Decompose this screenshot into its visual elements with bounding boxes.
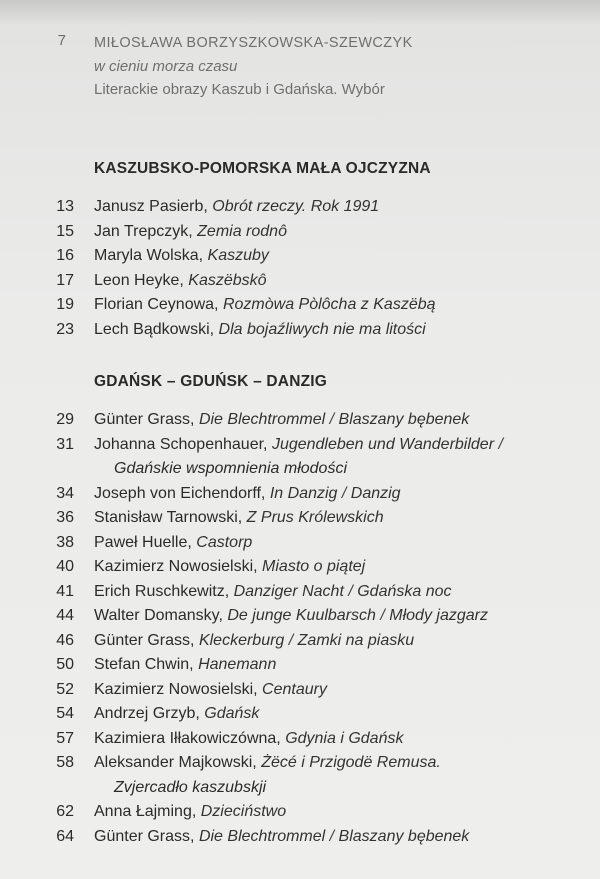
toc-entry-text: [94, 580, 600, 605]
section-heading-gdansk: GDAŃSK – GDUŃSK – DANZIG: [94, 373, 328, 390]
toc-title-translation: Młody jazgarz: [389, 607, 488, 624]
toc-page-number: 46: [56, 631, 74, 649]
toc-title-continuation: Gdańskie wspomnienia młodości: [114, 460, 347, 477]
toc-title: Żëcé i Przigodë Remusa.: [261, 754, 441, 771]
toc-page-number: 15: [56, 222, 74, 240]
toc-entry: [0, 433, 600, 482]
toc-author: Kazimiera Iłłakowiczówna,: [94, 729, 281, 747]
toc-author: Anna Łajming,: [94, 803, 197, 820]
toc-author: Leon Heyke,: [94, 271, 184, 289]
toc-author: Kazimierz Nowosielski,: [94, 558, 258, 575]
toc-entry-text: [94, 629, 600, 654]
toc-entry-text: [94, 269, 600, 294]
toc-entry: [0, 702, 600, 727]
toc-entry: [0, 318, 600, 343]
toc-entry-text: [94, 244, 600, 269]
toc-page-number: 13: [56, 198, 74, 215]
toc-author: Aleksander Majkowski,: [94, 754, 257, 771]
toc-separator: /: [325, 827, 339, 845]
toc-entry: [0, 506, 600, 531]
toc-author: Günter Grass,: [94, 411, 195, 428]
toc-page-number: 23: [56, 320, 74, 338]
toc-title-translation: Gdańska noc: [357, 582, 452, 600]
toc-author: Johanna Schopenhauer,: [94, 435, 268, 453]
toc-title: Castorp: [196, 533, 253, 551]
toc-entry-text: [94, 702, 600, 727]
toc-author: Jan Trepczyk,: [94, 222, 193, 240]
toc-entry: [0, 531, 600, 556]
toc-entry-text: [94, 727, 600, 752]
toc-entry-text: [94, 433, 600, 482]
toc-author: Günter Grass,: [94, 827, 195, 845]
toc-entry: [0, 727, 600, 752]
toc-entry-text: [94, 220, 600, 245]
toc-title: Die Blechtrommel: [198, 411, 326, 428]
toc-entry: [0, 653, 600, 678]
toc-title: Kaszuby: [207, 247, 269, 264]
toc-title: Dla bojaźliwych nie ma litości: [218, 320, 426, 338]
toc-entry-text: [94, 195, 600, 220]
page-top-shadow: [0, 0, 600, 26]
toc-author: Kazimierz Nowosielski,: [94, 680, 258, 698]
toc-page-number: 17: [56, 271, 74, 289]
toc-page-number: 41: [56, 582, 74, 600]
intro-subtitle: Literackie obrazy Kaszub i Gdańska. Wybór: [94, 81, 385, 98]
toc-page-number: 36: [56, 509, 74, 526]
toc-author: Stanisław Tarnowski,: [94, 509, 243, 526]
toc-page-number: 62: [56, 803, 74, 820]
intro-entry: [0, 28, 600, 98]
toc-title-continuation: Zvjercadło kaszubskji: [114, 778, 267, 796]
toc-author: Erich Ruschkewitz,: [94, 582, 230, 600]
toc-page-number: 16: [56, 247, 74, 264]
toc-author: Lech Bądkowski,: [94, 320, 215, 338]
toc-entry-text: [94, 531, 600, 556]
toc-entry-text: [94, 751, 600, 800]
toc-title: De junge Kuulbarsch: [227, 607, 376, 624]
toc-entry-text: [94, 318, 600, 343]
toc-entry: [0, 751, 600, 800]
toc-entry-text: [94, 293, 600, 318]
toc-page-number: 54: [56, 705, 74, 722]
toc-entry-text: [94, 482, 600, 507]
toc-entry: [0, 825, 600, 850]
toc-page-number: 52: [56, 680, 74, 698]
toc-author: Janusz Pasierb,: [94, 198, 208, 215]
toc-entry-text: [94, 800, 600, 825]
toc-separator: /: [284, 631, 298, 649]
section-heading-kaszubsko: KASZUBSKO-POMORSKA MAŁA OJCZYZNA: [94, 160, 431, 177]
toc-entry: [0, 293, 600, 318]
toc-title: Z Prus Królewskich: [246, 509, 384, 526]
toc-entry: [0, 678, 600, 703]
intro-title: w cieniu morza czasu: [94, 58, 238, 75]
toc-page-number: 40: [56, 558, 74, 575]
toc-page-number: 31: [56, 435, 74, 453]
toc-entry: [0, 482, 600, 507]
toc-page-number: 64: [56, 827, 74, 845]
toc-entry: [0, 195, 600, 220]
toc-entry: [0, 269, 600, 294]
toc-page-number: 29: [56, 411, 74, 428]
toc-separator: /: [494, 435, 503, 453]
toc-title-translation: Danzig: [350, 484, 401, 502]
toc-page-number: 44: [56, 607, 74, 624]
toc-separator: /: [325, 411, 339, 428]
toc-entry-text: [94, 678, 600, 703]
toc-page-number: 50: [56, 656, 74, 673]
toc-entry: [0, 604, 600, 629]
toc-author: Maryla Wolska,: [94, 247, 204, 264]
toc-entry: [0, 220, 600, 245]
toc-page-number: 19: [56, 296, 74, 313]
toc-title: Centaury: [262, 680, 327, 698]
toc-title: Zemia rodnô: [197, 222, 287, 240]
toc-title: Gdynia i Gdańsk: [285, 729, 404, 747]
toc-separator: /: [337, 484, 351, 502]
toc-entry-text: [94, 825, 600, 850]
toc-page-number: 34: [56, 484, 74, 502]
toc-title-translation: Zamki na piasku: [297, 631, 415, 649]
toc-separator: /: [343, 582, 358, 600]
toc-title-translation: Blaszany bębenek: [338, 827, 470, 845]
toc-author: Paweł Huelle,: [94, 533, 192, 551]
toc-entry-text: [94, 604, 600, 629]
toc-title: In Danzig: [269, 484, 338, 502]
toc-title: Hanemann: [198, 656, 277, 673]
toc-title: Die Blechtrommel: [198, 827, 326, 845]
toc-entry-text: [94, 653, 600, 678]
toc-title: Miasto o piątej: [262, 558, 366, 575]
toc-entry: [0, 408, 600, 433]
toc-author: Andrzej Grzyb,: [94, 705, 200, 722]
intro-author: MIŁOSŁAWA BORZYSZKOWSKA-SZEWCZYK: [94, 35, 413, 51]
toc-author: Florian Ceynowa,: [94, 296, 219, 313]
toc-author: Walter Domansky,: [94, 607, 223, 624]
toc-entry: [0, 800, 600, 825]
toc-author: Joseph von Eichendorff,: [94, 484, 266, 502]
toc-title: Dzieciństwo: [200, 803, 287, 820]
toc-entry-text: [94, 408, 600, 433]
toc-page-number: 38: [56, 533, 74, 551]
toc-author: Stefan Chwin,: [94, 656, 194, 673]
toc-title: Rozmòwa Pòlôcha z Kaszëbą: [222, 296, 436, 313]
toc-list-gdansk: [0, 408, 600, 849]
toc-entry-text: [94, 555, 600, 580]
toc-title: Gdańsk: [204, 705, 260, 722]
toc-entry: [0, 555, 600, 580]
toc-title: Danziger Nacht: [233, 582, 344, 600]
toc-title-translation: Blaszany bębenek: [338, 411, 470, 428]
toc-title: Obrót rzeczy. Rok 1991: [212, 198, 380, 215]
toc-separator: /: [375, 607, 390, 624]
toc-entry-text: [94, 506, 600, 531]
toc-title: Jugendleben und Wanderbilder: [271, 435, 495, 453]
toc-page-number: 57: [56, 729, 74, 747]
toc-author: Günter Grass,: [94, 631, 195, 649]
toc-list-kaszubsko: [0, 195, 600, 342]
toc-entry: [0, 629, 600, 654]
toc-entry: [0, 580, 600, 605]
toc-title: Kleckerburg: [198, 631, 285, 649]
toc-page-number: 58: [56, 754, 74, 771]
toc-entry: [0, 244, 600, 269]
intro-page-number: 7: [57, 32, 66, 49]
toc-title: Kaszëbskô: [188, 271, 267, 289]
